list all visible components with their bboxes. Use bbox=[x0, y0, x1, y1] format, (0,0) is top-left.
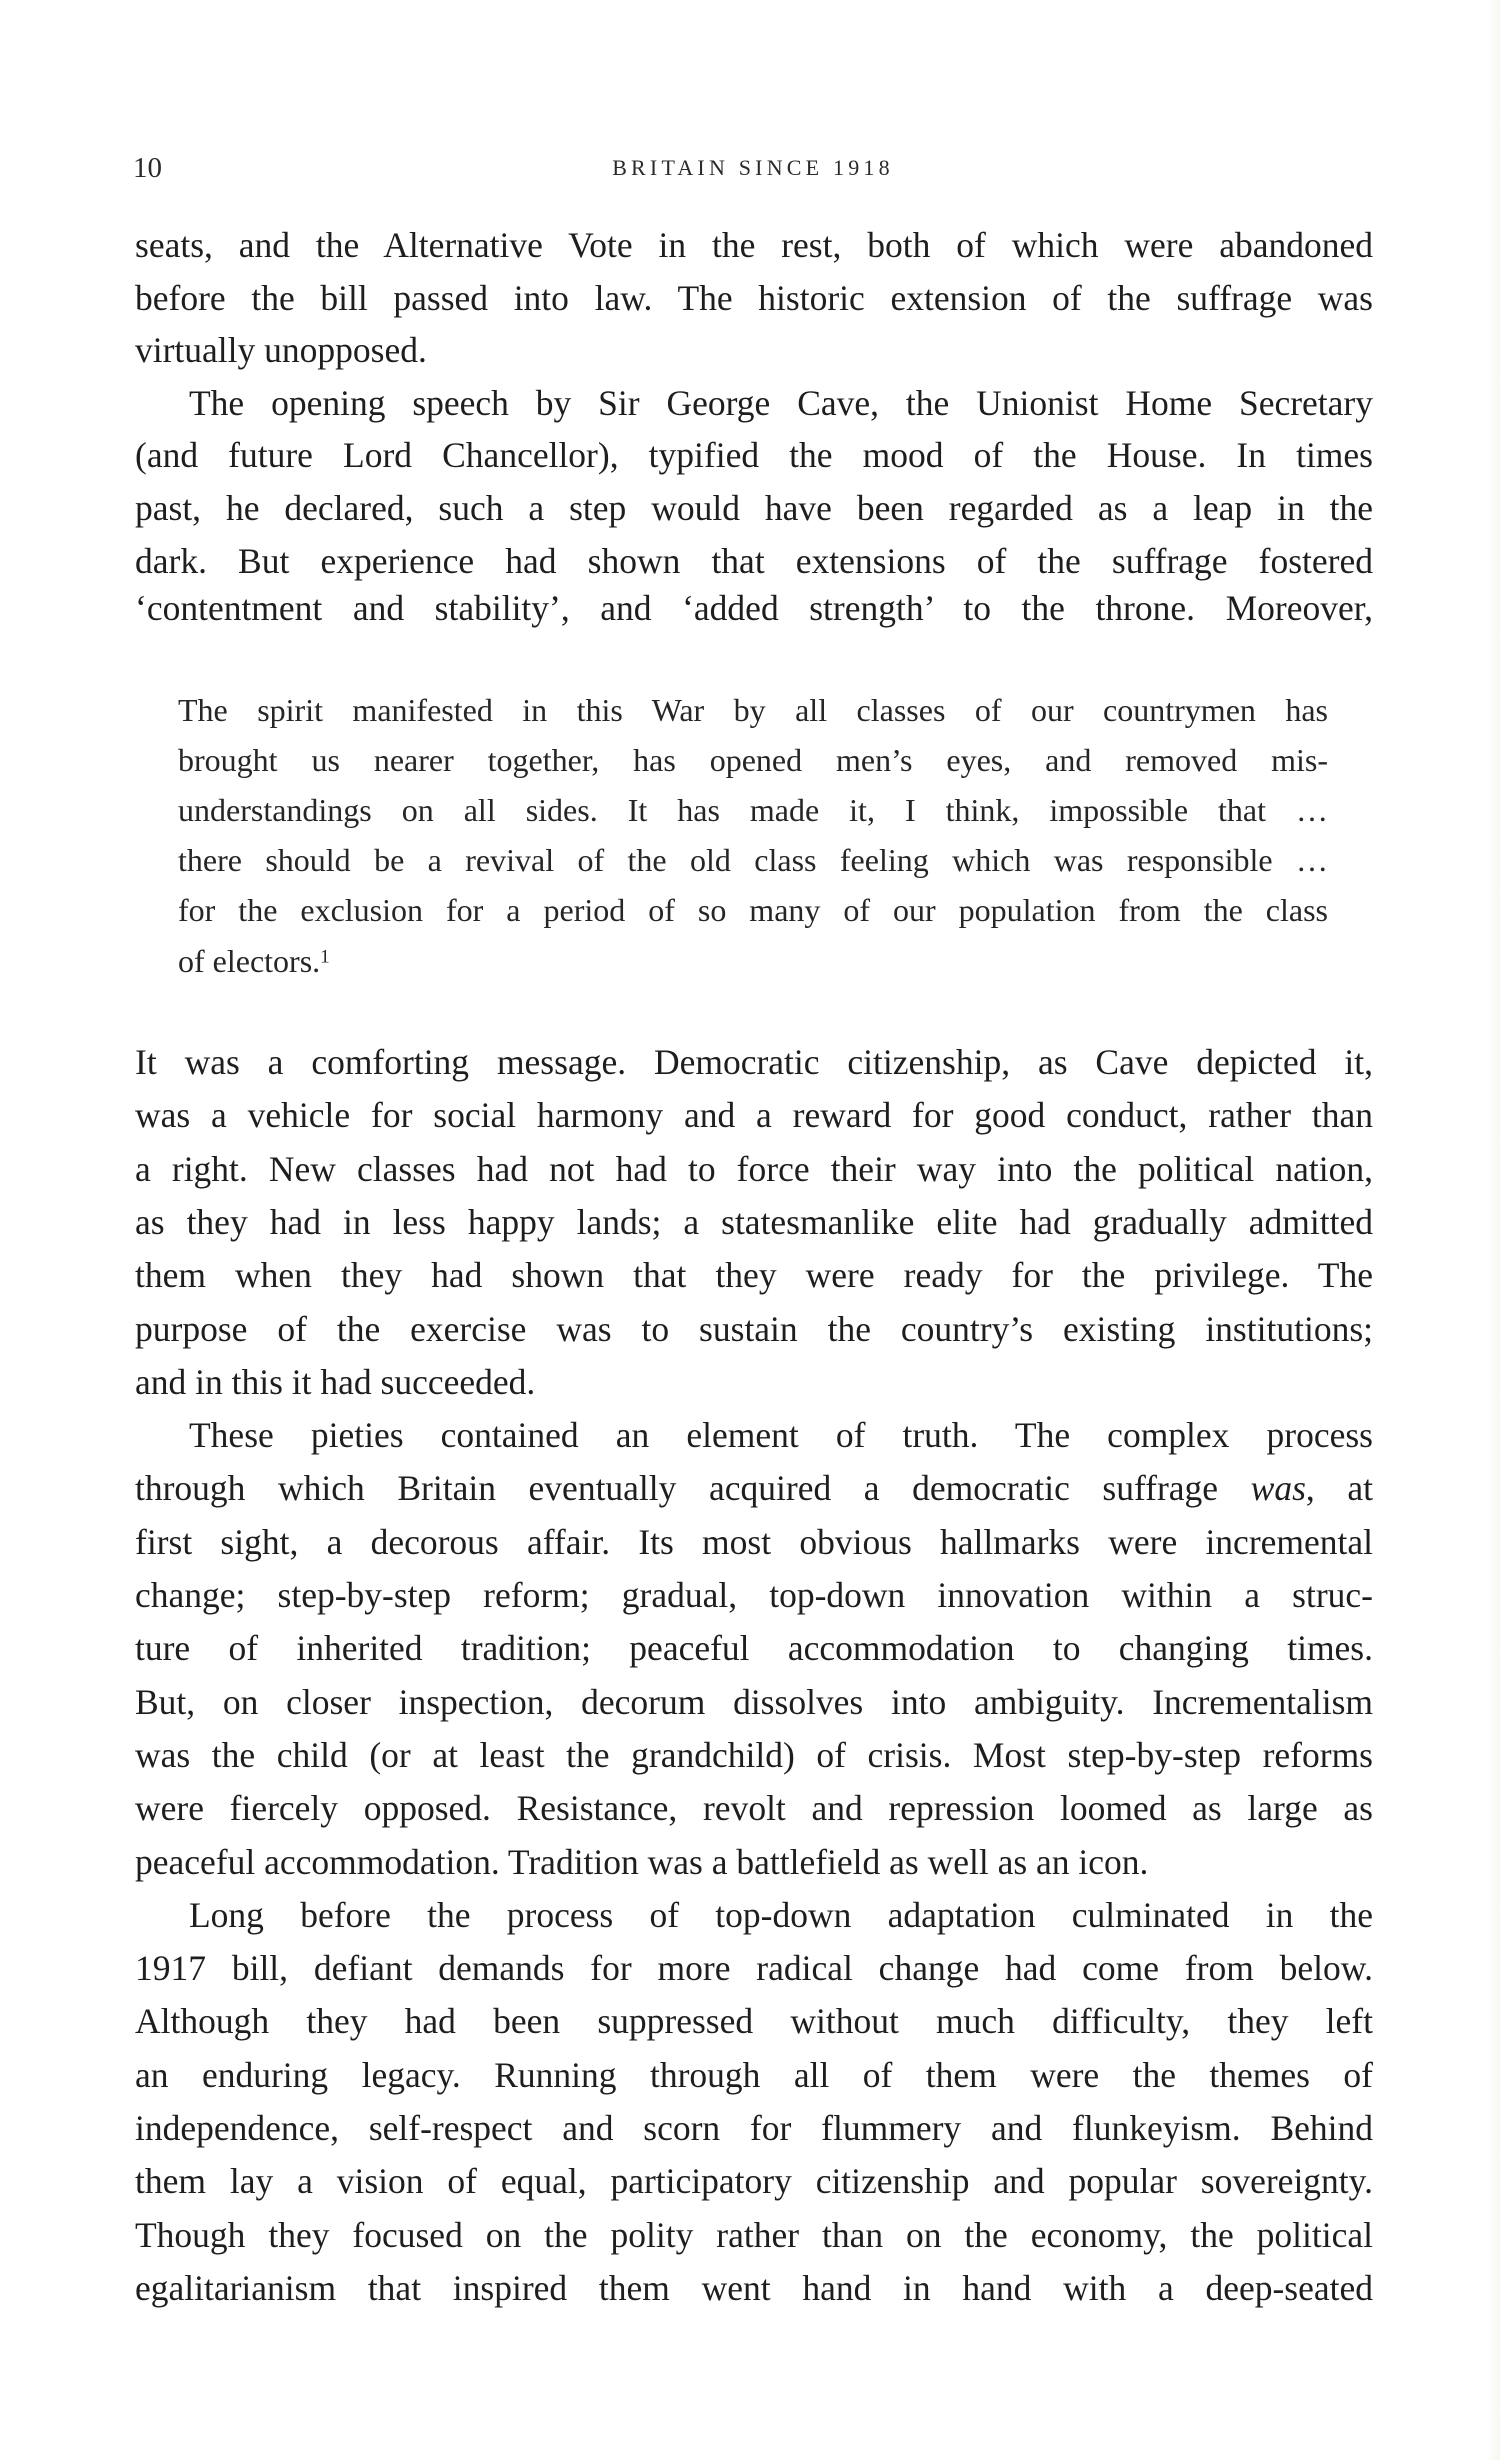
text-line: 1917 bill, defiant demands for more radical change had come from below. bbox=[135, 1948, 1373, 1989]
text-line: was the child (or at least the grandchild) of crisis. Most step-by-step reforms bbox=[135, 1734, 1373, 1775]
text-line: dark. But experience had shown that extensions of the suffrage fostered bbox=[135, 540, 1373, 581]
text-line: Although they had been suppressed without much difficulty, they left bbox=[135, 2001, 1373, 2042]
text-line: egalitarianism that inspired them went hand in hand with a deep-seated bbox=[135, 2267, 1373, 2308]
text-line: peaceful accommodation. Tradition was a battlefield as well as an icon. bbox=[135, 1841, 1149, 1882]
quote-line: understandings on all sides. It has made it, I think, impossible that … bbox=[178, 792, 1328, 828]
text-span: , at bbox=[1305, 1468, 1373, 1509]
text-line: a right. New classes had not had to force their way into the political nation, bbox=[135, 1148, 1373, 1189]
footnote-marker[interactable]: 1 bbox=[320, 946, 330, 968]
text-line: before the bill passed into law. The historic extension of the suffrage was bbox=[135, 277, 1373, 318]
quote-text: of electors. bbox=[178, 943, 321, 979]
text-line: Though they focused on the polity rather than on the economy, the political bbox=[135, 2214, 1373, 2255]
text-line: first sight, a decorous affair. Its most obvious hallmarks were incremental bbox=[135, 1521, 1373, 1562]
text-span: through which Britain eventually acquired a democratic suffrage bbox=[135, 1468, 1251, 1509]
quote-line: there should be a revival of the old class feeling which was responsible … bbox=[178, 842, 1328, 878]
quote-line-final bbox=[178, 936, 1328, 986]
text-line: But, on closer inspection, decorum dissolves into ambiguity. Incrementalism bbox=[135, 1681, 1373, 1722]
text-line: purpose of the exercise was to sustain the country’s existing institutions; bbox=[135, 1308, 1373, 1349]
text-line: as they had in less happy lands; a statesmanlike elite had gradually admitted bbox=[135, 1201, 1373, 1242]
quote-line: for the exclusion for a period of so many of our population from the class bbox=[178, 892, 1328, 928]
text-line: The opening speech by Sir George Cave, the Unionist Home Secretary bbox=[189, 382, 1373, 423]
text-line: It was a comforting message. Democratic citizenship, as Cave depicted it, bbox=[135, 1042, 1373, 1082]
text-line: were fiercely opposed. Resistance, revolt and repression loomed as large as bbox=[135, 1788, 1373, 1829]
text-line: (and future Lord Chancellor), typified the mood of the House. In times bbox=[135, 435, 1373, 476]
text-line: seats, and the Alternative Vote in the rest, both of which were abandoned bbox=[135, 225, 1373, 265]
text-line: independence, self-respect and scorn for flummery and flunkeyism. Behind bbox=[135, 2108, 1373, 2148]
page-number: 10 bbox=[133, 152, 162, 184]
text-line: ‘contentment and stability’, and ‘added strength’ to the throne. Moreover, bbox=[135, 588, 1373, 628]
text-line: These pieties contained an element of truth. The complex process bbox=[189, 1415, 1373, 1456]
running-head-title: BRITAIN SINCE 1918 bbox=[612, 155, 894, 180]
text-line: them lay a vision of equal, participatory citizenship and popular sovereignty. bbox=[135, 2161, 1373, 2202]
page-edge-shadow bbox=[1486, 0, 1500, 2460]
running-head bbox=[0, 146, 1500, 190]
text-line: Long before the process of top-down adaptation culminated in the bbox=[189, 1894, 1373, 1935]
text-line: ture of inherited tradition; peaceful accommodation to changing times. bbox=[135, 1628, 1373, 1669]
text-line: virtually unopposed. bbox=[135, 330, 427, 371]
text-line-with-emphasis bbox=[135, 1462, 1373, 1514]
text-line: was a vehicle for social harmony and a reward for good conduct, rather than bbox=[135, 1095, 1373, 1136]
quote-line: brought us nearer together, has opened men’s eyes, and removed mis- bbox=[178, 742, 1328, 778]
text-line: them when they had shown that they were ready for the privilege. The bbox=[135, 1255, 1373, 1296]
text-line: an enduring legacy. Running through all of them were the themes of bbox=[135, 2054, 1373, 2095]
text-line: past, he declared, such a step would have been regarded as a leap in the bbox=[135, 488, 1373, 528]
text-line: and in this it had succeeded. bbox=[135, 1361, 536, 1402]
quote-line: The spirit manifested in this War by all classes of our countrymen has bbox=[178, 692, 1328, 728]
text-line: change; step-by-step reform; gradual, top-down innovation within a struc- bbox=[135, 1575, 1373, 1615]
emphasis-word: was bbox=[1250, 1468, 1306, 1509]
